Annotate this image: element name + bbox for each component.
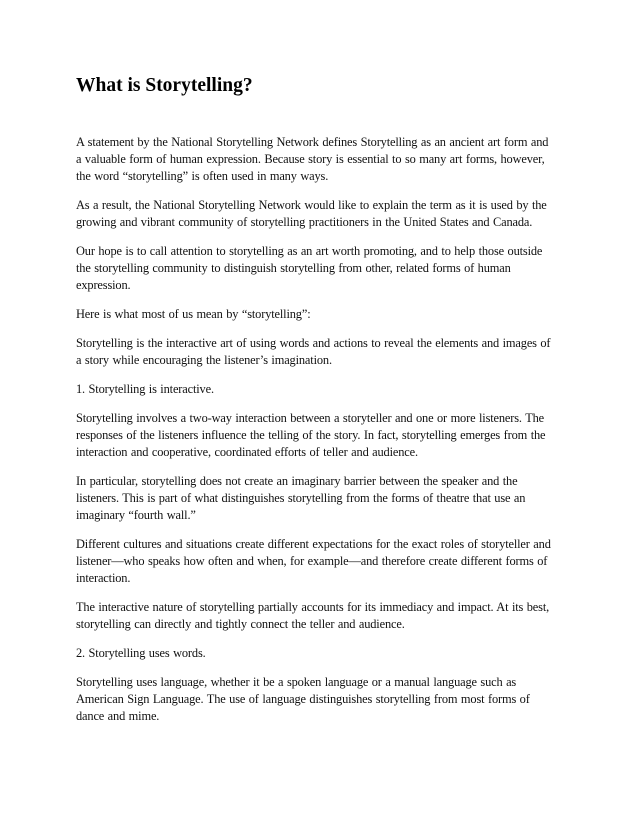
text-line: Storytelling uses language, whether it be a spoken language or a manual language such as	[76, 675, 517, 689]
text-line: interaction.	[76, 571, 131, 585]
document-body	[76, 74, 564, 737]
text-line: In particular, storytelling does not create an imaginary barrier between the speaker and the	[76, 474, 518, 488]
paragraph-language	[76, 674, 564, 725]
paragraph-interactive-nature	[76, 599, 564, 633]
text-line: Storytelling involves a two-way interaction between a storyteller and one or more listeners. The	[76, 411, 545, 425]
document-title: What is Storytelling?	[76, 75, 253, 96]
paragraph-intro	[76, 134, 564, 185]
text-line: American Sign Language. The use of language distinguishes storytelling from most forms of	[76, 692, 530, 706]
text-line: A statement by the National Storytelling Network defines Storytelling as an ancient art form and	[76, 135, 549, 149]
text-line: Here is what most of us mean by “storytelling”:	[76, 307, 311, 321]
text-line: Different cultures and situations create different expectations for the exact roles of storyteller and	[76, 537, 551, 551]
text-line: 2. Storytelling uses words.	[76, 646, 206, 660]
section-heading-interactive	[76, 381, 564, 398]
paragraph-our-hope	[76, 243, 564, 294]
text-line: the storytelling community to distinguish storytelling from other, related forms of human	[76, 261, 511, 275]
text-line: listener—who speaks how often and when, for example—and therefore create different forms of	[76, 554, 548, 568]
text-line: 1. Storytelling is interactive.	[76, 382, 214, 396]
text-line: listeners. This is part of what distinguishes storytelling from the forms of theatre that use an	[76, 491, 526, 505]
text-line: a story while encouraging the listener’s imagination.	[76, 353, 332, 367]
section-heading-words	[76, 645, 564, 662]
paragraph-as-a-result	[76, 197, 564, 231]
text-line: storytelling can directly and tightly connect the teller and audience.	[76, 617, 405, 631]
paragraph-here-is-what	[76, 306, 564, 323]
text-line: the word “storytelling” is often used in many ways.	[76, 169, 329, 183]
text-line: growing and vibrant community of storytelling practitioners in the United States and Canada.	[76, 215, 533, 229]
text-line: expression.	[76, 278, 131, 292]
text-line: The interactive nature of storytelling partially accounts for its immediacy and impact. At its best,	[76, 600, 550, 614]
paragraph-in-particular	[76, 473, 564, 524]
text-line: Our hope is to call attention to storytelling as an art worth promoting, and to help those outside	[76, 244, 543, 258]
paragraph-two-way	[76, 410, 564, 461]
text-line: Storytelling is the interactive art of using words and actions to reveal the elements and images of	[76, 336, 551, 350]
text-line: responses of the listeners influence the telling of the story. In fact, storytelling emerges from the	[76, 428, 546, 442]
text-line: As a result, the National Storytelling Network would like to explain the term as it is used by the	[76, 198, 547, 212]
text-line: interaction and cooperative, coordinated efforts of teller and audience.	[76, 445, 418, 459]
paragraph-different-cultures	[76, 536, 564, 587]
text-line: imaginary “fourth wall.”	[76, 508, 196, 522]
text-line: a valuable form of human expression. Because story is essential to so many art forms, however,	[76, 152, 545, 166]
paragraph-definition	[76, 335, 564, 369]
text-line: dance and mime.	[76, 709, 160, 723]
